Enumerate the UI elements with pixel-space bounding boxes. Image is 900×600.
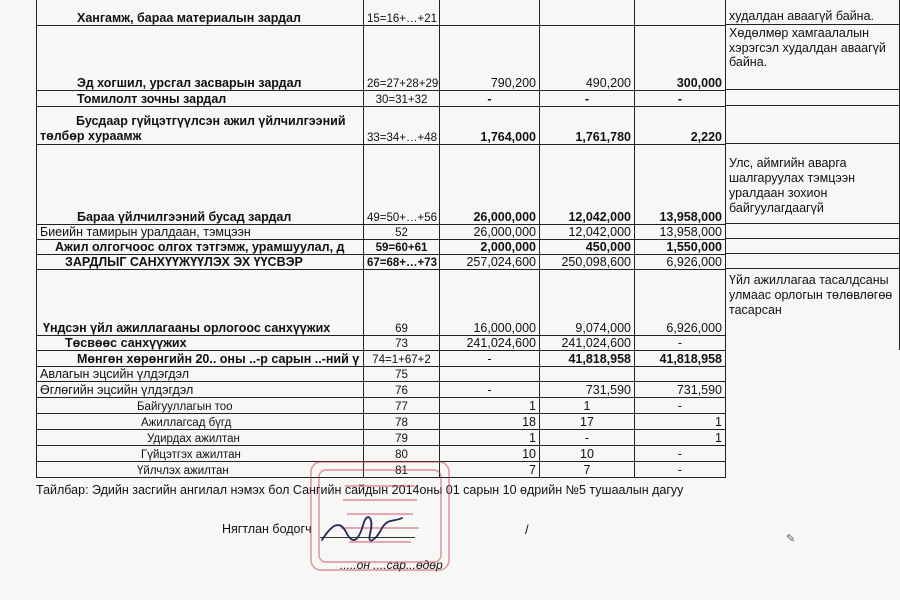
spent-value: 17: [540, 414, 635, 430]
row-code: 67=68+…+73: [364, 255, 440, 270]
row-label: Төсвөөс санхүүжих: [37, 336, 364, 351]
row-code: 26=27+28+29: [364, 26, 440, 91]
diff-value: [635, 367, 726, 382]
diff-value: 6,926,000: [635, 255, 726, 270]
diff-value: 41,818,958: [635, 351, 726, 367]
row-code: 81: [364, 462, 440, 478]
row-label: Өглөгийн эцсийн үлдэгдэл: [37, 382, 364, 398]
approved-value: 1: [440, 430, 540, 446]
row-label: Бараа үйлчилгээний бусад зардал: [37, 145, 364, 225]
spent-value: 7: [540, 462, 635, 478]
table-row: [37, 255, 726, 270]
diff-value: -: [635, 446, 726, 462]
diff-value: 300,000: [635, 26, 726, 91]
table-row: [37, 398, 726, 414]
spent-value: [540, 0, 635, 26]
approved-value: -: [440, 382, 540, 398]
spent-value: 9,074,000: [540, 270, 635, 336]
row-label: Үйлчлэх ажилтан: [37, 462, 364, 478]
spent-value: -: [540, 91, 635, 107]
diff-value: 13,958,000: [635, 225, 726, 240]
row-code: 33=34+…+48: [364, 107, 440, 145]
note-cell: [725, 90, 900, 106]
row-code: 75: [364, 367, 440, 382]
approved-value: [440, 0, 540, 26]
spent-value: 1: [540, 398, 635, 414]
row-code: 49=50+…+56: [364, 145, 440, 225]
table-row: [37, 145, 726, 225]
row-label: Гүйцэтгэх ажилтан: [37, 446, 364, 462]
table-row: [37, 91, 726, 107]
table-row: [37, 414, 726, 430]
spent-value: 250,098,600: [540, 255, 635, 270]
diff-value: -: [635, 336, 726, 351]
signature-slash: /: [525, 522, 529, 537]
approved-value: 26,000,000: [440, 225, 540, 240]
row-code: 78: [364, 414, 440, 430]
row-label: Ажил олгогчоос олгох тэтгэмж, урамшуулал, д: [37, 240, 364, 255]
row-label: Биеийн тамирын уралдаан, тэмцээн: [37, 225, 364, 240]
row-label: [37, 107, 364, 145]
table-row: [37, 26, 726, 91]
diff-value: -: [635, 398, 726, 414]
note-cell: [725, 239, 900, 254]
footnote: Тайлбар: Эдийн засгийн ангилал нэмэх бол Сангийн сайдын 2014оны 01 сарын 10 өдрийн №5 тушаалын дагуу: [36, 483, 684, 497]
note-cell: [725, 254, 900, 269]
diff-value: [635, 0, 726, 26]
row-label: Хангамж, бараа материалын зардал: [37, 0, 364, 26]
spent-value: 241,024,600: [540, 336, 635, 351]
approved-value: 2,000,000: [440, 240, 540, 255]
table-row: [37, 270, 726, 336]
table-row: [37, 240, 726, 255]
note-cell: [725, 0, 900, 25]
diff-value: 1: [635, 414, 726, 430]
note-text: Улс, аймгийн аварга шалгаруулах тэмцээн уралдаан зохион байгуулагдаагүй: [729, 156, 856, 215]
diff-value: -: [635, 91, 726, 107]
diff-value: -: [635, 462, 726, 478]
note-text: Үйл ажиллагаа тасалдсаны улмаас орлогын төлөвлөгөө тасарсан: [729, 273, 893, 317]
approved-value: -: [440, 91, 540, 107]
approved-value: 241,024,600: [440, 336, 540, 351]
notes-column: [725, 0, 900, 468]
diff-value: 731,590: [635, 382, 726, 398]
spent-value: 12,042,000: [540, 225, 635, 240]
table-row: [37, 351, 726, 367]
table-row: [37, 336, 726, 351]
spent-value: 10: [540, 446, 635, 462]
diff-value: 13,958,000: [635, 145, 726, 225]
approved-value: 7: [440, 462, 540, 478]
row-code: 69: [364, 270, 440, 336]
approved-value: 10: [440, 446, 540, 462]
scan-mark-icon: ✎: [786, 533, 796, 545]
row-label-text: Бусдаар гүйцэтгүүлсэн ажил үйлчилгээний төлбөр хураамж: [40, 114, 346, 143]
spent-value: 41,818,958: [540, 351, 635, 367]
handwritten-signature: [318, 510, 408, 550]
row-code: 73: [364, 336, 440, 351]
row-code: 76: [364, 382, 440, 398]
date-line: .....он ....сар...өдөр: [340, 558, 443, 572]
row-label: Авлагын эцсийн үлдэгдэл: [37, 367, 364, 382]
diff-value: 6,926,000: [635, 270, 726, 336]
diff-value: 2,220: [635, 107, 726, 145]
spent-value: 490,200: [540, 26, 635, 91]
note-text: худалдан аваагүй байна.: [729, 9, 875, 23]
spent-value: -: [540, 430, 635, 446]
table-row: [37, 107, 726, 145]
note-cell: [725, 144, 900, 224]
spent-value: [540, 367, 635, 382]
approved-value: 26,000,000: [440, 145, 540, 225]
row-code: 52: [364, 225, 440, 240]
row-code: 79: [364, 430, 440, 446]
row-label: Мөнгөн хөрөнгийн 20.. оны ..-р сарын ..-ний ү: [37, 351, 364, 367]
row-code: 74=1+67+2: [364, 351, 440, 367]
approved-value: 18: [440, 414, 540, 430]
note-cell: [725, 224, 900, 239]
diff-value: 1: [635, 430, 726, 446]
accountant-label: Нягтлан бодогч: [222, 522, 312, 536]
table-row: [37, 430, 726, 446]
note-cell: [725, 106, 900, 144]
note-cell: [725, 25, 900, 90]
budget-report-table: [36, 0, 726, 478]
approved-value: -: [440, 351, 540, 367]
row-label: ЗАРДЛЫГ САНХҮҮЖҮҮЛЭХ ЭХ ҮҮСВЭР: [37, 255, 364, 270]
row-label: Байгууллагын тоо: [37, 398, 364, 414]
diff-value: 1,550,000: [635, 240, 726, 255]
row-label: Удирдах ажилтан: [37, 430, 364, 446]
approved-value: 790,200: [440, 26, 540, 91]
table-row: [37, 367, 726, 382]
spent-value: 731,590: [540, 382, 635, 398]
table-row: [37, 382, 726, 398]
table-row: [37, 0, 726, 26]
row-code: 30=31+32: [364, 91, 440, 107]
row-label: Эд хогшил, урсгал засварын зардал: [37, 26, 364, 91]
row-code: 80: [364, 446, 440, 462]
row-code: 15=16+…+21: [364, 0, 440, 26]
note-cell: [725, 269, 900, 350]
row-code: 59=60+61: [364, 240, 440, 255]
approved-value: 16,000,000: [440, 270, 540, 336]
table-row: [37, 225, 726, 240]
spent-value: 12,042,000: [540, 145, 635, 225]
approved-value: 1,764,000: [440, 107, 540, 145]
spent-value: 1,761,780: [540, 107, 635, 145]
row-label: Үндсэн үйл ажиллагааны орлогоос санхүүжих: [37, 270, 364, 336]
approved-value: 1: [440, 398, 540, 414]
row-label: Ажиллагсад бүгд: [37, 414, 364, 430]
approved-value: 257,024,600: [440, 255, 540, 270]
note-text: Хөдөлмөр хамгаалалын хэрэгсэл худалдан аваагүй байна.: [729, 26, 886, 69]
row-label: Томилолт зочны зардал: [37, 91, 364, 107]
spent-value: 450,000: [540, 240, 635, 255]
row-code: 77: [364, 398, 440, 414]
approved-value: [440, 367, 540, 382]
